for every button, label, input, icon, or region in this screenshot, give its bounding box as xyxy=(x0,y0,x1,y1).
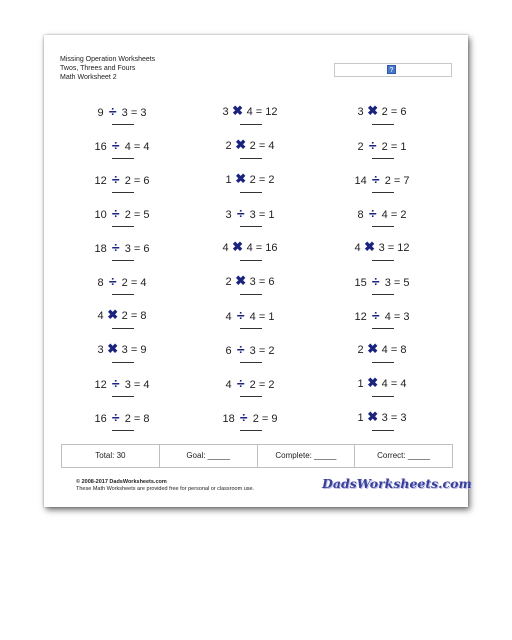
operand-b: 4 xyxy=(249,311,256,323)
operand-a: 2 xyxy=(225,276,232,288)
operand-b: 4 xyxy=(124,141,131,153)
multiply-icon: ✖ xyxy=(235,273,247,288)
problem-item xyxy=(337,410,427,440)
operand-b: 2 xyxy=(384,175,391,187)
answer-line[interactable] xyxy=(240,362,262,363)
problem-item xyxy=(205,342,295,372)
equation xyxy=(77,138,167,154)
equation xyxy=(205,138,295,153)
problem-item xyxy=(77,206,167,236)
complete-field: Complete: _____ xyxy=(258,445,356,467)
worksheet-header xyxy=(60,55,155,82)
problem-item xyxy=(77,274,167,304)
total-count: Total: 30 xyxy=(62,445,160,467)
answer-line[interactable] xyxy=(112,192,134,193)
equation xyxy=(205,342,295,358)
divide-icon: ÷ xyxy=(371,273,380,289)
result: = 7 xyxy=(393,175,410,187)
answer-line[interactable] xyxy=(112,294,134,295)
divide-icon: ÷ xyxy=(371,171,380,187)
operand-a: 3 xyxy=(357,106,364,118)
operand-b: 3 xyxy=(378,242,385,254)
operand-b: 2 xyxy=(249,379,256,391)
answer-line[interactable] xyxy=(112,362,134,363)
operand-b: 2 xyxy=(124,413,131,425)
divide-icon: ÷ xyxy=(111,205,120,221)
operand-b: 2 xyxy=(381,106,388,118)
problem-item xyxy=(205,172,295,202)
divide-icon: ÷ xyxy=(368,137,377,153)
result: = 4 xyxy=(133,141,150,153)
header-title: Missing Operation Worksheets xyxy=(60,56,156,63)
result: = 4 xyxy=(130,277,147,289)
divide-icon: ÷ xyxy=(236,375,245,391)
answer-line[interactable] xyxy=(240,226,262,227)
divide-icon: ÷ xyxy=(108,103,117,119)
answer-line[interactable] xyxy=(112,158,134,159)
operand-b: 4 xyxy=(246,242,253,254)
operand-a: 2 xyxy=(225,140,232,152)
result: = 6 xyxy=(133,175,150,187)
answer-line[interactable] xyxy=(372,328,394,329)
score-box xyxy=(61,444,453,468)
multiply-icon: ✖ xyxy=(367,375,379,390)
problem-item xyxy=(77,138,167,168)
operand-a: 16 xyxy=(94,141,107,153)
result: = 16 xyxy=(255,242,278,254)
equation xyxy=(205,410,295,426)
multiply-icon: ✖ xyxy=(367,103,379,118)
equation xyxy=(77,104,167,120)
problem-item xyxy=(205,206,295,236)
answer-line[interactable] xyxy=(372,124,394,125)
equation xyxy=(337,104,427,119)
result: = 8 xyxy=(390,344,407,356)
multiply-icon: ✖ xyxy=(235,137,247,152)
answer-key-button[interactable]: ? xyxy=(387,65,396,74)
worksheet-page xyxy=(44,35,472,507)
divide-icon: ÷ xyxy=(236,205,245,221)
result: = 4 xyxy=(133,379,150,391)
divide-icon: ÷ xyxy=(371,307,380,323)
dadsworksheets-logo[interactable]: DadsWorksheets.com xyxy=(322,476,472,491)
equation xyxy=(205,274,295,289)
multiply-icon: ✖ xyxy=(367,341,379,356)
equation xyxy=(205,104,295,119)
equation xyxy=(77,376,167,392)
problem-item xyxy=(205,104,295,134)
answer-line[interactable] xyxy=(240,328,262,329)
problem-item xyxy=(77,240,167,270)
answer-line[interactable] xyxy=(240,158,262,159)
result: = 4 xyxy=(258,140,275,152)
divide-icon: ÷ xyxy=(111,137,120,153)
answer-line[interactable] xyxy=(240,124,262,125)
operand-b: 4 xyxy=(381,344,388,356)
problem-item xyxy=(77,308,167,338)
problem-item xyxy=(77,172,167,202)
problem-item xyxy=(337,240,427,270)
operand-b: 3 xyxy=(121,344,128,356)
operand-a: 12 xyxy=(94,175,107,187)
operand-b: 3 xyxy=(381,412,388,424)
result: = 3 xyxy=(130,107,147,119)
result: = 9 xyxy=(130,344,147,356)
multiply-icon: ✖ xyxy=(232,103,244,118)
divide-icon: ÷ xyxy=(108,273,117,289)
operand-a: 9 xyxy=(97,107,104,119)
operand-b: 2 xyxy=(249,174,256,186)
operand-b: 3 xyxy=(249,276,256,288)
answer-line[interactable] xyxy=(240,430,262,431)
result: = 1 xyxy=(258,311,275,323)
answer-line[interactable] xyxy=(112,430,134,431)
operand-a: 4 xyxy=(225,311,232,323)
equation xyxy=(205,376,295,392)
header-subtitle: Twos, Threes and Fours xyxy=(60,65,136,72)
equation xyxy=(77,274,167,290)
answer-key-box xyxy=(334,63,452,77)
equation xyxy=(337,274,427,290)
operand-a: 1 xyxy=(225,174,232,186)
result: = 1 xyxy=(390,141,407,153)
problem-item xyxy=(205,410,295,440)
equation xyxy=(337,308,427,324)
operand-a: 8 xyxy=(97,277,104,289)
answer-line[interactable] xyxy=(372,396,394,397)
problem-item xyxy=(205,308,295,338)
operand-a: 2 xyxy=(357,141,364,153)
equation xyxy=(77,308,167,323)
operand-a: 18 xyxy=(222,413,235,425)
operand-b: 4 xyxy=(381,209,388,221)
equation xyxy=(77,240,167,256)
result: = 1 xyxy=(258,209,275,221)
problem-item xyxy=(77,342,167,372)
operand-a: 4 xyxy=(97,310,104,322)
operand-b: 3 xyxy=(121,107,128,119)
result: = 6 xyxy=(390,106,407,118)
equation xyxy=(337,138,427,154)
copyright-notice xyxy=(76,479,254,493)
equation xyxy=(77,410,167,426)
equation xyxy=(337,342,427,357)
answer-line[interactable] xyxy=(372,260,394,261)
result: = 2 xyxy=(258,345,275,357)
operand-b: 4 xyxy=(381,378,388,390)
operand-b: 3 xyxy=(249,209,256,221)
answer-line[interactable] xyxy=(112,328,134,329)
copyright-line: © 2008-2017 DadsWorksheets.com xyxy=(76,479,167,485)
divide-icon: ÷ xyxy=(111,409,120,425)
problem-item xyxy=(77,410,167,440)
result: = 12 xyxy=(387,242,410,254)
operand-b: 2 xyxy=(252,413,259,425)
operand-b: 4 xyxy=(246,106,253,118)
license-line: These Math Worksheets are provided free for personal or classroom use. xyxy=(76,486,255,492)
answer-line[interactable] xyxy=(240,294,262,295)
operand-a: 3 xyxy=(97,344,104,356)
answer-line[interactable] xyxy=(112,226,134,227)
operand-a: 2 xyxy=(357,344,364,356)
answer-line[interactable] xyxy=(372,362,394,363)
operand-b: 3 xyxy=(384,277,391,289)
equation xyxy=(337,206,427,222)
result: = 3 xyxy=(393,311,410,323)
divide-icon: ÷ xyxy=(111,171,120,187)
divide-icon: ÷ xyxy=(111,375,120,391)
answer-line[interactable] xyxy=(112,124,134,125)
result: = 2 xyxy=(258,174,275,186)
equation xyxy=(205,206,295,222)
operand-b: 2 xyxy=(124,175,131,187)
operand-b: 2 xyxy=(121,277,128,289)
operand-a: 8 xyxy=(357,209,364,221)
result: = 5 xyxy=(393,277,410,289)
operand-a: 3 xyxy=(225,209,232,221)
answer-line[interactable] xyxy=(372,430,394,431)
answer-line[interactable] xyxy=(112,396,134,397)
problem-item xyxy=(337,138,427,168)
operand-a: 14 xyxy=(354,175,367,187)
equation xyxy=(337,410,427,425)
problem-item xyxy=(77,376,167,406)
problem-item xyxy=(337,342,427,372)
divide-icon: ÷ xyxy=(236,307,245,323)
problem-item xyxy=(337,308,427,338)
multiply-icon: ✖ xyxy=(107,307,119,322)
problem-item xyxy=(337,274,427,304)
problem-item xyxy=(205,240,295,270)
operand-b: 2 xyxy=(121,310,128,322)
operand-b: 2 xyxy=(249,140,256,152)
operand-a: 4 xyxy=(225,379,232,391)
operand-a: 6 xyxy=(225,345,232,357)
operand-b: 3 xyxy=(124,243,131,255)
result: = 3 xyxy=(390,412,407,424)
operand-a: 12 xyxy=(94,379,107,391)
problem-item xyxy=(337,104,427,134)
result: = 6 xyxy=(133,243,150,255)
operand-a: 4 xyxy=(222,242,229,254)
problem-item xyxy=(205,138,295,168)
equation xyxy=(205,308,295,324)
problem-item xyxy=(337,206,427,236)
multiply-icon: ✖ xyxy=(235,171,247,186)
problem-item xyxy=(205,274,295,304)
equation xyxy=(77,342,167,357)
operand-a: 10 xyxy=(94,209,107,221)
result: = 2 xyxy=(258,379,275,391)
operand-b: 4 xyxy=(384,311,391,323)
header-worksheet-number: Math Worksheet 2 xyxy=(60,74,117,81)
multiply-icon: ✖ xyxy=(232,239,244,254)
problem-item xyxy=(77,104,167,134)
operand-b: 3 xyxy=(124,379,131,391)
problem-item xyxy=(205,376,295,406)
operand-b: 2 xyxy=(381,141,388,153)
answer-line[interactable] xyxy=(372,192,394,193)
divide-icon: ÷ xyxy=(236,341,245,357)
equation xyxy=(337,240,427,255)
divide-icon: ÷ xyxy=(239,409,248,425)
operand-b: 3 xyxy=(249,345,256,357)
answer-line[interactable] xyxy=(240,260,262,261)
result: = 2 xyxy=(390,209,407,221)
operand-a: 18 xyxy=(94,243,107,255)
operand-a: 15 xyxy=(354,277,367,289)
operand-b: 2 xyxy=(124,209,131,221)
answer-line[interactable] xyxy=(240,396,262,397)
equation xyxy=(205,172,295,187)
problem-item xyxy=(337,172,427,202)
correct-field: Correct: _____ xyxy=(377,451,431,460)
operand-a: 16 xyxy=(94,413,107,425)
answer-line[interactable] xyxy=(372,226,394,227)
problem-item xyxy=(337,376,427,406)
result: = 9 xyxy=(261,413,278,425)
operand-a: 3 xyxy=(222,106,229,118)
equation xyxy=(77,172,167,188)
divide-icon: ÷ xyxy=(368,205,377,221)
multiply-icon: ✖ xyxy=(364,239,376,254)
equation xyxy=(337,376,427,391)
answer-line[interactable] xyxy=(372,158,394,159)
operand-a: 1 xyxy=(357,412,364,424)
divide-icon: ÷ xyxy=(111,239,120,255)
answer-line[interactable] xyxy=(240,192,262,193)
result: = 5 xyxy=(133,209,150,221)
result: = 12 xyxy=(255,106,278,118)
result: = 4 xyxy=(390,378,407,390)
equation xyxy=(337,172,427,188)
answer-line[interactable] xyxy=(372,294,394,295)
operand-a: 1 xyxy=(357,378,364,390)
answer-line[interactable] xyxy=(112,260,134,261)
result: = 8 xyxy=(130,310,147,322)
equation xyxy=(205,240,295,255)
result: = 6 xyxy=(258,276,275,288)
multiply-icon: ✖ xyxy=(107,341,119,356)
multiply-icon: ✖ xyxy=(367,409,379,424)
operand-a: 12 xyxy=(354,311,367,323)
equation xyxy=(77,206,167,222)
operand-a: 4 xyxy=(354,242,361,254)
goal-field: Goal: _____ xyxy=(160,445,258,467)
result: = 8 xyxy=(133,413,150,425)
